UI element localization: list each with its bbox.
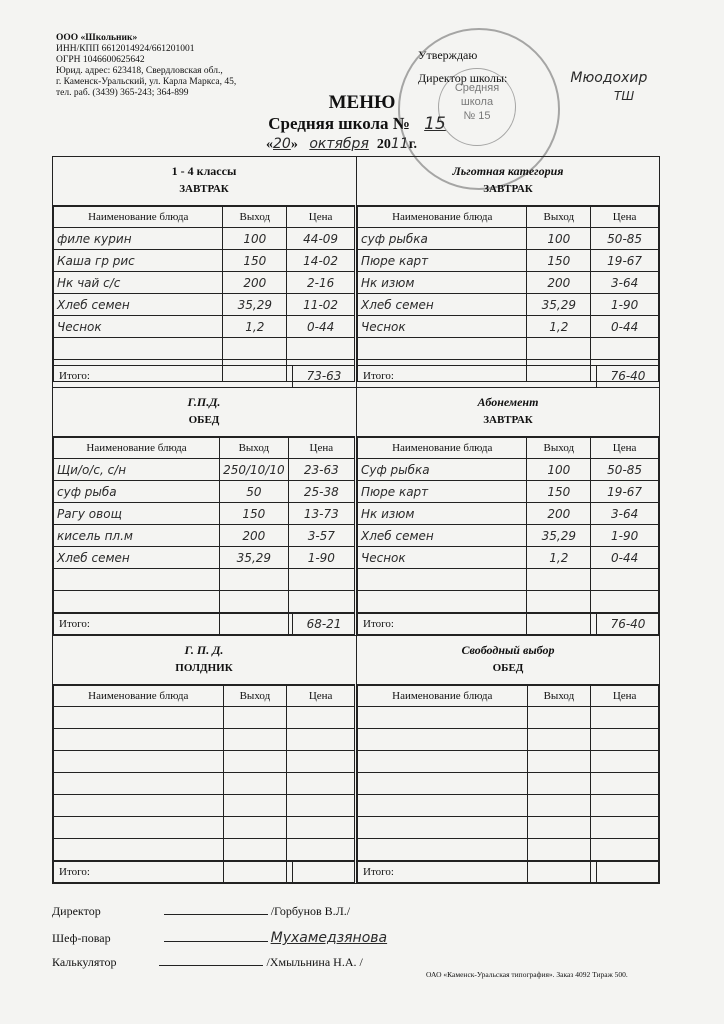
dish-price (591, 751, 659, 773)
dish-output: 100 (527, 228, 591, 250)
dish-output: 200 (223, 272, 287, 294)
signature-role: Директор (52, 904, 101, 918)
dish-price: 1-90 (288, 547, 354, 569)
dish-output (220, 591, 289, 613)
dish-name (358, 569, 527, 591)
table-row (54, 591, 355, 613)
table-row (54, 503, 355, 525)
dish-output: 150 (527, 250, 591, 272)
dish-output (527, 707, 591, 729)
block-header (357, 636, 659, 685)
table-row (54, 707, 355, 729)
col-header-output: Выход (223, 686, 287, 707)
dish-price (287, 817, 355, 839)
dish-name: Нк чай с/с (54, 272, 223, 294)
page-title: МЕНЮ (328, 92, 396, 113)
approve-label: Утверждаю (418, 48, 478, 62)
dish-output (223, 795, 287, 817)
block-header (357, 157, 659, 206)
table-row (358, 481, 659, 503)
signature-calculator (52, 955, 363, 970)
dish-name: Суф рыбка (358, 459, 527, 481)
table-header-row (54, 207, 355, 228)
director-signature: Мюодохир (570, 70, 648, 86)
menu-table (53, 437, 355, 635)
company-address-1: Юрид. адрес: 623418, Свердловская обл., (56, 66, 223, 76)
dish-name: Пюре карт (358, 250, 527, 272)
dish-name: Хлеб семен (358, 294, 527, 316)
dish-name: Пюре карт (358, 481, 527, 503)
table-row (54, 839, 355, 861)
dish-price: 3-57 (288, 525, 354, 547)
signature-handwritten: Мухамедзянова (270, 930, 388, 946)
table-row (358, 459, 659, 481)
school-number: 15 (424, 114, 446, 134)
total-label: Итого: (59, 866, 90, 878)
dish-output (527, 795, 591, 817)
signature-chef (52, 930, 387, 946)
dish-name (54, 773, 224, 795)
total-label: Итого: (363, 370, 394, 382)
dish-price (288, 591, 354, 613)
dish-price: 0-44 (591, 316, 659, 338)
table-header-row (54, 438, 355, 459)
table-row (358, 503, 659, 525)
col-header-output: Выход (223, 207, 287, 228)
dish-price (287, 707, 355, 729)
dish-output: 250/10/10 (220, 459, 289, 481)
table-row (54, 817, 355, 839)
date-year-prefix: 20 (376, 137, 391, 152)
table-row (358, 591, 659, 613)
dish-price: 0-44 (287, 316, 355, 338)
signature-line (164, 914, 268, 915)
signature-name: /Горбунов В.Л./ (270, 904, 351, 918)
table-row (358, 569, 659, 591)
block-meal: ЗАВТРАК (179, 183, 229, 195)
table-header-row (54, 686, 355, 707)
date-month: октября (309, 136, 369, 152)
date-day: 20 (273, 136, 291, 152)
dish-name (358, 591, 527, 613)
dish-name: Каша гр рис (54, 250, 223, 272)
dish-price: 50-85 (591, 228, 659, 250)
table-row (54, 547, 355, 569)
dish-name: кисель пл.м (54, 525, 220, 547)
table-row (54, 481, 355, 503)
dish-name (358, 795, 528, 817)
table-row (358, 338, 659, 360)
table-row (358, 751, 659, 773)
col-header-output: Выход (220, 438, 289, 459)
table-row (358, 773, 659, 795)
dish-name: суф рыба (54, 481, 220, 503)
company-inn: ИНН/КПП 6612014924/661201001 (56, 44, 195, 54)
col-header-price: Цена (591, 686, 659, 707)
dish-output (223, 817, 287, 839)
stamp-line1: Средняя (454, 82, 500, 94)
menu-table (357, 206, 659, 382)
table-row (358, 547, 659, 569)
signature-line (164, 941, 268, 942)
total-sum: 76-40 (596, 366, 659, 387)
col-header-price: Цена (287, 207, 355, 228)
col-header-name: Наименование блюда (358, 686, 528, 707)
dish-name: Хлеб семен (54, 547, 220, 569)
block-title: Г. П. Д. (184, 643, 224, 657)
menu-date (266, 136, 417, 153)
dish-name: Рагу овощ (54, 503, 220, 525)
dish-name (54, 817, 224, 839)
dish-output (220, 569, 289, 591)
dish-output: 1,2 (527, 547, 591, 569)
total-label: Итого: (59, 618, 90, 630)
col-header-name: Наименование блюда (54, 686, 224, 707)
block-total (53, 613, 355, 635)
table-row (54, 459, 355, 481)
dish-price (287, 338, 355, 360)
dish-name (358, 751, 528, 773)
dish-name (54, 591, 220, 613)
dish-name: суф рыбка (358, 228, 527, 250)
company-name: ООО «Школьник» (56, 33, 138, 43)
table-row (54, 338, 355, 360)
table-header-row (358, 686, 659, 707)
total-label: Итого: (363, 618, 394, 630)
dish-output: 50 (220, 481, 289, 503)
dish-output (223, 773, 287, 795)
dish-output (527, 729, 591, 751)
printer-note: ОАО «Каменск-Уральская типография». Заказ 4092 Тираж 500. (426, 970, 628, 979)
block-title: Свободный выбор (461, 643, 555, 657)
menu-table (357, 685, 659, 883)
block-title: Льготная категория (452, 164, 564, 178)
block-header (357, 388, 659, 437)
dish-output (527, 338, 591, 360)
block-total (53, 861, 355, 883)
table-row (358, 795, 659, 817)
table-row (358, 729, 659, 751)
dish-price: 50-85 (591, 459, 659, 481)
total-sum (596, 862, 659, 883)
dish-output: 1,2 (223, 316, 287, 338)
dish-output: 35,29 (223, 294, 287, 316)
signature-line (159, 965, 263, 966)
signature-role: Шеф-повар (52, 931, 111, 945)
dish-price (287, 729, 355, 751)
dish-price (591, 338, 659, 360)
table-header-row (358, 207, 659, 228)
col-header-name: Наименование блюда (54, 438, 220, 459)
block-title: Г.П.Д. (187, 395, 221, 409)
dish-name: Нк изюм (358, 272, 527, 294)
table-row (54, 525, 355, 547)
dish-name (54, 729, 224, 751)
company-info (56, 33, 236, 99)
table-row (358, 250, 659, 272)
col-header-name: Наименование блюда (358, 207, 527, 228)
table-row (358, 707, 659, 729)
dish-output: 35,29 (220, 547, 289, 569)
dish-price (591, 795, 659, 817)
dish-output: 35,29 (527, 294, 591, 316)
dish-price (287, 795, 355, 817)
menu-grid (52, 156, 660, 884)
dish-price: 13-73 (288, 503, 354, 525)
dish-name: Чеснок (54, 316, 223, 338)
dish-name (54, 795, 224, 817)
block-meal: ЗАВТРАК (483, 414, 533, 426)
dish-price: 25-38 (288, 481, 354, 503)
col-header-price: Цена (287, 686, 355, 707)
dish-name (358, 707, 528, 729)
dish-price: 14-02 (287, 250, 355, 272)
menu-block (357, 388, 659, 635)
table-row (54, 795, 355, 817)
dish-output: 100 (527, 459, 591, 481)
dish-output: 200 (220, 525, 289, 547)
table-header-row (358, 438, 659, 459)
dish-name (358, 839, 528, 861)
dish-output: 150 (220, 503, 289, 525)
dish-name (358, 773, 528, 795)
dish-price: 19-67 (591, 250, 659, 272)
menu-table (357, 437, 659, 635)
block-total (53, 365, 355, 387)
dish-output: 200 (527, 503, 591, 525)
dish-name: Чеснок (358, 547, 527, 569)
menu-block (53, 636, 355, 883)
block-meal: ОБЕД (492, 662, 524, 674)
table-row (54, 228, 355, 250)
menu-table (53, 206, 355, 382)
dish-name (54, 707, 224, 729)
dish-price (287, 751, 355, 773)
table-row (358, 817, 659, 839)
dish-output (223, 729, 287, 751)
dish-price: 23-63 (288, 459, 354, 481)
table-row (54, 294, 355, 316)
block-meal: ОБЕД (188, 414, 220, 426)
menu-block (53, 388, 355, 635)
block-title: Абонемент (477, 395, 539, 409)
block-total (357, 613, 659, 635)
table-row (54, 773, 355, 795)
dish-price: 3-64 (591, 503, 659, 525)
dish-output: 200 (527, 272, 591, 294)
table-row (54, 316, 355, 338)
dish-price (591, 591, 659, 613)
dish-price: 44-09 (287, 228, 355, 250)
dish-output (527, 591, 591, 613)
dish-name (54, 338, 223, 360)
block-header (53, 388, 355, 437)
dish-name (358, 729, 528, 751)
dish-output (527, 839, 591, 861)
table-row (358, 839, 659, 861)
dish-output (527, 817, 591, 839)
dish-output (527, 751, 591, 773)
dish-price (287, 839, 355, 861)
table-row (54, 729, 355, 751)
menu-block (357, 157, 659, 387)
table-row (54, 751, 355, 773)
dish-price (287, 773, 355, 795)
director-signature-2: ТШ (614, 89, 635, 103)
block-title: 1 - 4 классы (171, 164, 237, 178)
block-header (53, 636, 355, 685)
dish-name (54, 839, 224, 861)
dish-output (527, 773, 591, 795)
dish-output (223, 839, 287, 861)
table-row (358, 316, 659, 338)
dish-price: 2-16 (287, 272, 355, 294)
dish-price: 0-44 (591, 547, 659, 569)
page-subtitle (0, 114, 724, 134)
dish-name: Нк изюм (358, 503, 527, 525)
col-header-output: Выход (527, 686, 591, 707)
dish-price (591, 729, 659, 751)
stamp-line3: № 15 (463, 110, 491, 122)
dish-name: Хлеб семен (54, 294, 223, 316)
signature-role: Калькулятор (52, 955, 117, 969)
col-header-output: Выход (527, 207, 591, 228)
menu-block (357, 636, 659, 883)
company-ogrn: ОГРН 1046600625642 (56, 55, 145, 65)
dish-price: 11-02 (287, 294, 355, 316)
dish-output (223, 707, 287, 729)
col-header-name: Наименование блюда (54, 207, 223, 228)
dish-output: 150 (527, 481, 591, 503)
dish-output (223, 338, 287, 360)
date-year-hw: 11 (390, 136, 409, 152)
col-header-name: Наименование блюда (358, 438, 527, 459)
dish-name: Хлеб семен (358, 525, 527, 547)
dish-price (591, 569, 659, 591)
dish-output: 100 (223, 228, 287, 250)
dish-price (591, 817, 659, 839)
table-row (54, 569, 355, 591)
block-header (53, 157, 355, 206)
total-label: Итого: (59, 370, 90, 382)
dish-name: филе курин (54, 228, 223, 250)
dish-name (54, 751, 224, 773)
dish-name (54, 569, 220, 591)
dish-name (358, 817, 528, 839)
table-row (358, 228, 659, 250)
stamp-line2: школа (460, 96, 494, 108)
dish-price: 1-90 (591, 525, 659, 547)
dish-price (591, 773, 659, 795)
block-total (357, 365, 659, 387)
dish-name: Щи/о/с, с/н (54, 459, 220, 481)
total-label: Итого: (363, 866, 394, 878)
total-sum: 73-63 (292, 366, 355, 387)
dish-output: 150 (223, 250, 287, 272)
director-label: Директор школы: (418, 71, 508, 85)
dish-output (223, 751, 287, 773)
company-phone: тел. раб. (3439) 365-243; 364-899 (56, 88, 189, 98)
dish-output (527, 569, 591, 591)
total-sum: 68-21 (292, 614, 355, 635)
dish-price: 1-90 (591, 294, 659, 316)
table-row (358, 294, 659, 316)
signature-name: /Хмыльнина Н.А. / (266, 955, 363, 969)
dish-name: Чеснок (358, 316, 527, 338)
dish-price: 19-67 (591, 481, 659, 503)
subtitle-prefix: Средняя школа № (268, 114, 410, 133)
dish-price (591, 707, 659, 729)
table-row (358, 272, 659, 294)
block-meal: ПОЛДНИК (175, 662, 233, 674)
menu-block (53, 157, 355, 387)
date-quote-open: « (266, 137, 273, 152)
date-quote-close: » (290, 137, 298, 152)
total-sum: 76-40 (596, 614, 659, 635)
col-header-price: Цена (591, 438, 659, 459)
table-row (54, 250, 355, 272)
col-header-price: Цена (288, 438, 354, 459)
block-total (357, 861, 659, 883)
signature-director (52, 904, 350, 919)
dish-output: 35,29 (527, 525, 591, 547)
table-row (54, 272, 355, 294)
dish-price (288, 569, 354, 591)
total-sum (292, 862, 355, 883)
dish-output: 1,2 (527, 316, 591, 338)
col-header-output: Выход (527, 438, 591, 459)
menu-table (53, 685, 355, 883)
date-year-suffix: г. (408, 137, 417, 152)
dish-price: 3-64 (591, 272, 659, 294)
company-address-2: г. Каменск-Уральский, ул. Карла Маркса, 45, (56, 77, 237, 87)
col-header-price: Цена (591, 207, 659, 228)
table-row (358, 525, 659, 547)
block-meal: ЗАВТРАК (483, 183, 533, 195)
dish-price (591, 839, 659, 861)
dish-name (358, 338, 527, 360)
